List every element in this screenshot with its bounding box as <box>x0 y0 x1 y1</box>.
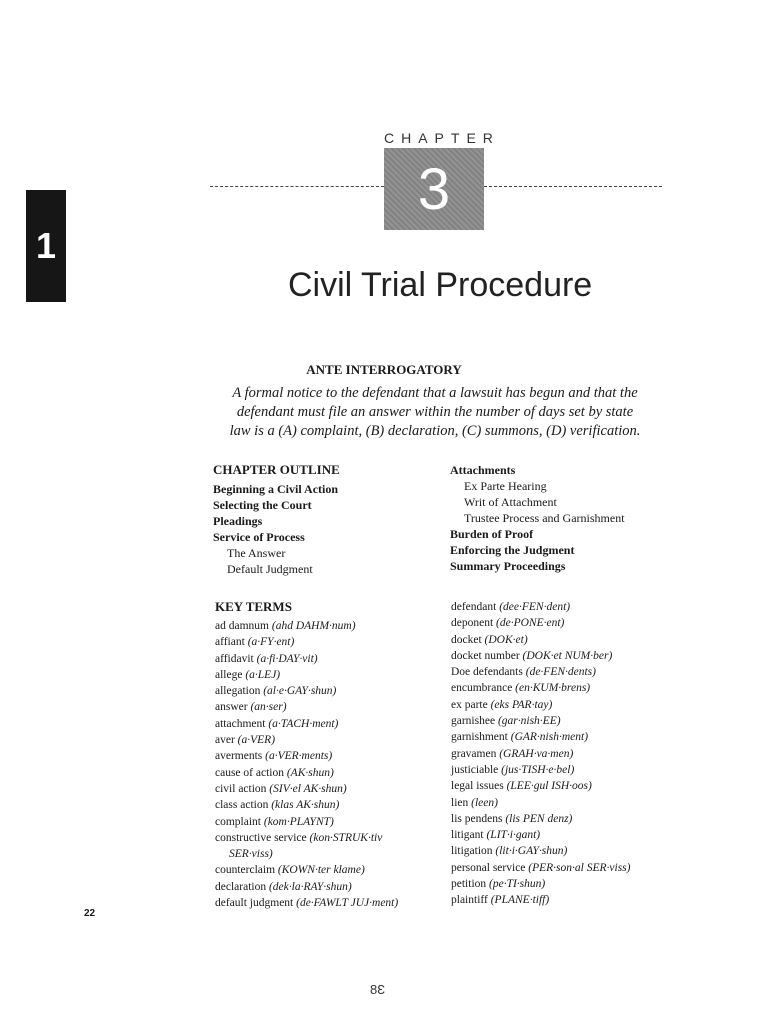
key-term <box>215 781 445 797</box>
key-term-word: affidavit <box>215 652 254 665</box>
key-term-word: cause of action <box>215 766 284 779</box>
key-term-word: Doe defendants <box>451 666 523 679</box>
outline-item: Attachments <box>450 463 516 477</box>
key-term <box>215 748 445 764</box>
key-term-pronunciation: (a·VER·ments) <box>265 750 333 763</box>
key-term-pronunciation: (klas AK·shun) <box>271 799 340 812</box>
key-term-pronunciation: (de·PONE·ent) <box>496 617 565 630</box>
key-term <box>215 765 445 781</box>
key-term <box>215 830 445 846</box>
key-term-word: lien <box>451 796 469 809</box>
key-term <box>215 683 445 699</box>
key-term-pronunciation: (DOK·et NUM·ber) <box>522 649 613 662</box>
key-term-pronunciation: (a·TACH·ment) <box>268 717 339 730</box>
key-term-pronunciation: (en·KUM·brens) <box>515 682 591 695</box>
outline-subitem: Default Judgment <box>227 562 313 576</box>
key-term <box>215 716 445 732</box>
key-term-word: docket <box>451 633 482 646</box>
chapter-number: 3 <box>417 156 451 222</box>
key-term-word: plaintiff <box>451 894 488 907</box>
key-term-word: garnishment <box>451 731 508 744</box>
page-number: 22 <box>84 908 96 919</box>
key-term-pronunciation: (a·FY·ent) <box>247 636 295 649</box>
key-term-word: lis pendens <box>451 812 503 825</box>
key-term <box>451 778 701 794</box>
key-term-word: docket number <box>451 649 520 662</box>
footer-mark: 8Ɛ <box>370 982 386 997</box>
outline-subitem: Trustee Process and Garnishment <box>464 511 625 525</box>
key-term <box>451 680 701 696</box>
key-term-pronunciation: (dee·FEN·dent) <box>499 601 571 613</box>
key-term <box>451 746 701 762</box>
key-term-pronunciation: (LIT·i·gant) <box>486 829 541 842</box>
key-terms-right-list <box>451 599 701 909</box>
key-term-word: allegation <box>215 685 261 698</box>
key-term-pronunciation: (DOK·et) <box>484 633 528 646</box>
dashed-rule-left <box>210 186 384 187</box>
key-term-word: personal service <box>451 861 526 874</box>
key-term-word: constructive service <box>215 831 307 844</box>
key-term <box>215 732 445 748</box>
outline-item: Burden of Proof <box>450 527 534 541</box>
key-term-word: litigation <box>451 845 493 858</box>
key-term-pronunciation: (AK·shun) <box>286 766 334 779</box>
key-term <box>451 599 701 615</box>
dashed-rule-right <box>484 186 662 187</box>
key-terms-left <box>215 599 445 911</box>
key-term-pronunciation: (lit·i·GAY·shun) <box>495 845 568 858</box>
key-term-word: legal issues <box>451 780 504 793</box>
outline-left-list <box>213 481 433 577</box>
key-term <box>215 797 445 813</box>
key-term-word: complaint <box>215 815 261 828</box>
key-term-pronunciation: (gar·nish·EE) <box>497 715 561 728</box>
outline-item: Service of Process <box>213 530 305 544</box>
key-term <box>451 876 701 892</box>
key-term-pronunciation: (LEE·gul ISH·oos) <box>506 780 592 793</box>
outline-item: Beginning a Civil Action <box>213 482 339 496</box>
key-terms-left-list <box>215 618 445 911</box>
key-term <box>451 632 701 648</box>
key-term <box>451 713 701 729</box>
key-term-word: affiant <box>215 636 245 649</box>
key-term-word: gravamen <box>451 747 497 760</box>
key-term-pronunciation: (an·ser) <box>250 701 287 714</box>
key-term-pronunciation: (de·FAWLT JUJ·ment) <box>296 897 399 910</box>
key-term-word: civil action <box>215 782 267 795</box>
key-term <box>215 651 445 667</box>
key-term-pronunciation: (dek·la·RAY·shun) <box>268 880 352 893</box>
key-term-pronunciation: (SIV·el AK·shun) <box>269 782 347 795</box>
key-term <box>451 860 701 876</box>
key-term <box>215 634 445 650</box>
key-term <box>215 699 445 715</box>
key-term <box>451 827 701 843</box>
key-term-word: declaration <box>215 880 267 893</box>
outline-heading: CHAPTER OUTLINE <box>213 462 340 477</box>
key-term <box>215 879 445 895</box>
key-term-pronunciation: (ahd DAHM·num) <box>271 620 356 632</box>
key-term-word: aver <box>215 734 235 747</box>
key-term-pronunciation: (GAR·nish·ment) <box>510 731 589 744</box>
key-term <box>451 664 701 680</box>
key-term <box>451 762 701 778</box>
key-term <box>451 697 701 713</box>
key-term <box>451 811 701 827</box>
chapter-title: Civil Trial Procedure <box>288 266 593 304</box>
key-term <box>215 814 445 830</box>
key-term-pronunciation: (jus·TISH·e·bel) <box>501 763 575 776</box>
key-term-word: ad damnum <box>215 620 269 632</box>
key-term-word: justiciable <box>451 763 499 776</box>
outline-item: Enforcing the Judgment <box>450 543 575 557</box>
key-term-pronunciation: (GRAH·va·men) <box>499 747 574 760</box>
key-term <box>215 846 445 862</box>
outline-subitem: Ex Parte Hearing <box>464 479 547 493</box>
key-term <box>451 892 701 908</box>
key-term-pronunciation: (PER·son·al SER·viss) <box>528 861 631 874</box>
key-term-pronunciation: (lis PEN denz) <box>505 812 573 825</box>
chapter-label: CHAPTER <box>384 130 500 146</box>
key-term-word: allege <box>215 668 243 681</box>
key-term-pronunciation: (de·FEN·dents) <box>525 666 596 679</box>
key-term-word: ex parte <box>451 698 488 711</box>
unit-number: 1 <box>35 225 57 266</box>
key-term-pronunciation: (kom·PLAYNT) <box>263 815 334 828</box>
outline-right <box>450 462 700 574</box>
key-terms-right <box>451 599 701 909</box>
outline-subitem: Writ of Attachment <box>464 495 557 509</box>
unit-tab <box>26 190 66 302</box>
key-term-pronunciation: (al·e·GAY·shun) <box>263 685 337 698</box>
outline-left <box>213 462 433 577</box>
key-term-pronunciation: (pe·TI·shun) <box>489 878 546 891</box>
outline-right-list <box>450 462 700 574</box>
key-term-word: deponent <box>451 617 494 630</box>
key-term-pronunciation: SER·viss) <box>229 848 273 861</box>
outline-item: Summary Proceedings <box>450 559 566 573</box>
key-term <box>451 795 701 811</box>
key-term-pronunciation: (KOWN·ter klame) <box>277 864 365 877</box>
key-term-pronunciation: (kon·STRUK·tiv <box>309 831 383 844</box>
key-term-pronunciation: (eks PAR·tay) <box>490 698 553 711</box>
key-term-pronunciation: (a·fi·DAY·vit) <box>256 652 318 665</box>
key-term-word: attachment <box>215 717 266 730</box>
key-term-word: class action <box>215 799 269 812</box>
key-term-word: petition <box>451 878 487 891</box>
outline-subitem: The Answer <box>227 546 286 560</box>
key-term <box>451 615 701 631</box>
key-term <box>451 648 701 664</box>
key-term <box>451 843 701 859</box>
key-term-word: default judgment <box>215 897 294 910</box>
key-term-pronunciation: (a·VER) <box>237 734 276 747</box>
key-term-word: averments <box>215 750 263 763</box>
key-terms-heading: KEY TERMS <box>215 599 292 614</box>
key-term-word: answer <box>215 701 248 714</box>
key-term <box>215 862 445 878</box>
outline-item: Selecting the Court <box>213 498 312 512</box>
key-term-word: encumbrance <box>451 682 513 695</box>
key-term <box>215 618 445 634</box>
key-term-word: defendant <box>451 601 497 613</box>
key-term-word: garnishee <box>451 715 496 728</box>
ante-heading: ANTE INTERROGATORY <box>306 362 462 377</box>
key-term-pronunciation: (leen) <box>471 796 498 809</box>
ante-text: A formal notice to the defendant that a lawsuit has begun and that the defendant must file an answer within the number of days set by state law is a (A) complaint, (B) declaration, (C) summons, (D) verification. <box>229 385 641 439</box>
key-term <box>215 895 445 911</box>
chapter-number-box <box>384 148 484 230</box>
key-term-word: counterclaim <box>215 864 276 877</box>
key-term <box>215 667 445 683</box>
key-term-word: litigant <box>451 829 484 842</box>
key-term-pronunciation: (PLANE·tiff) <box>490 894 550 907</box>
key-term <box>451 729 701 745</box>
key-term-pronunciation: (a·LEJ) <box>245 668 281 681</box>
outline-item: Pleadings <box>213 514 263 528</box>
